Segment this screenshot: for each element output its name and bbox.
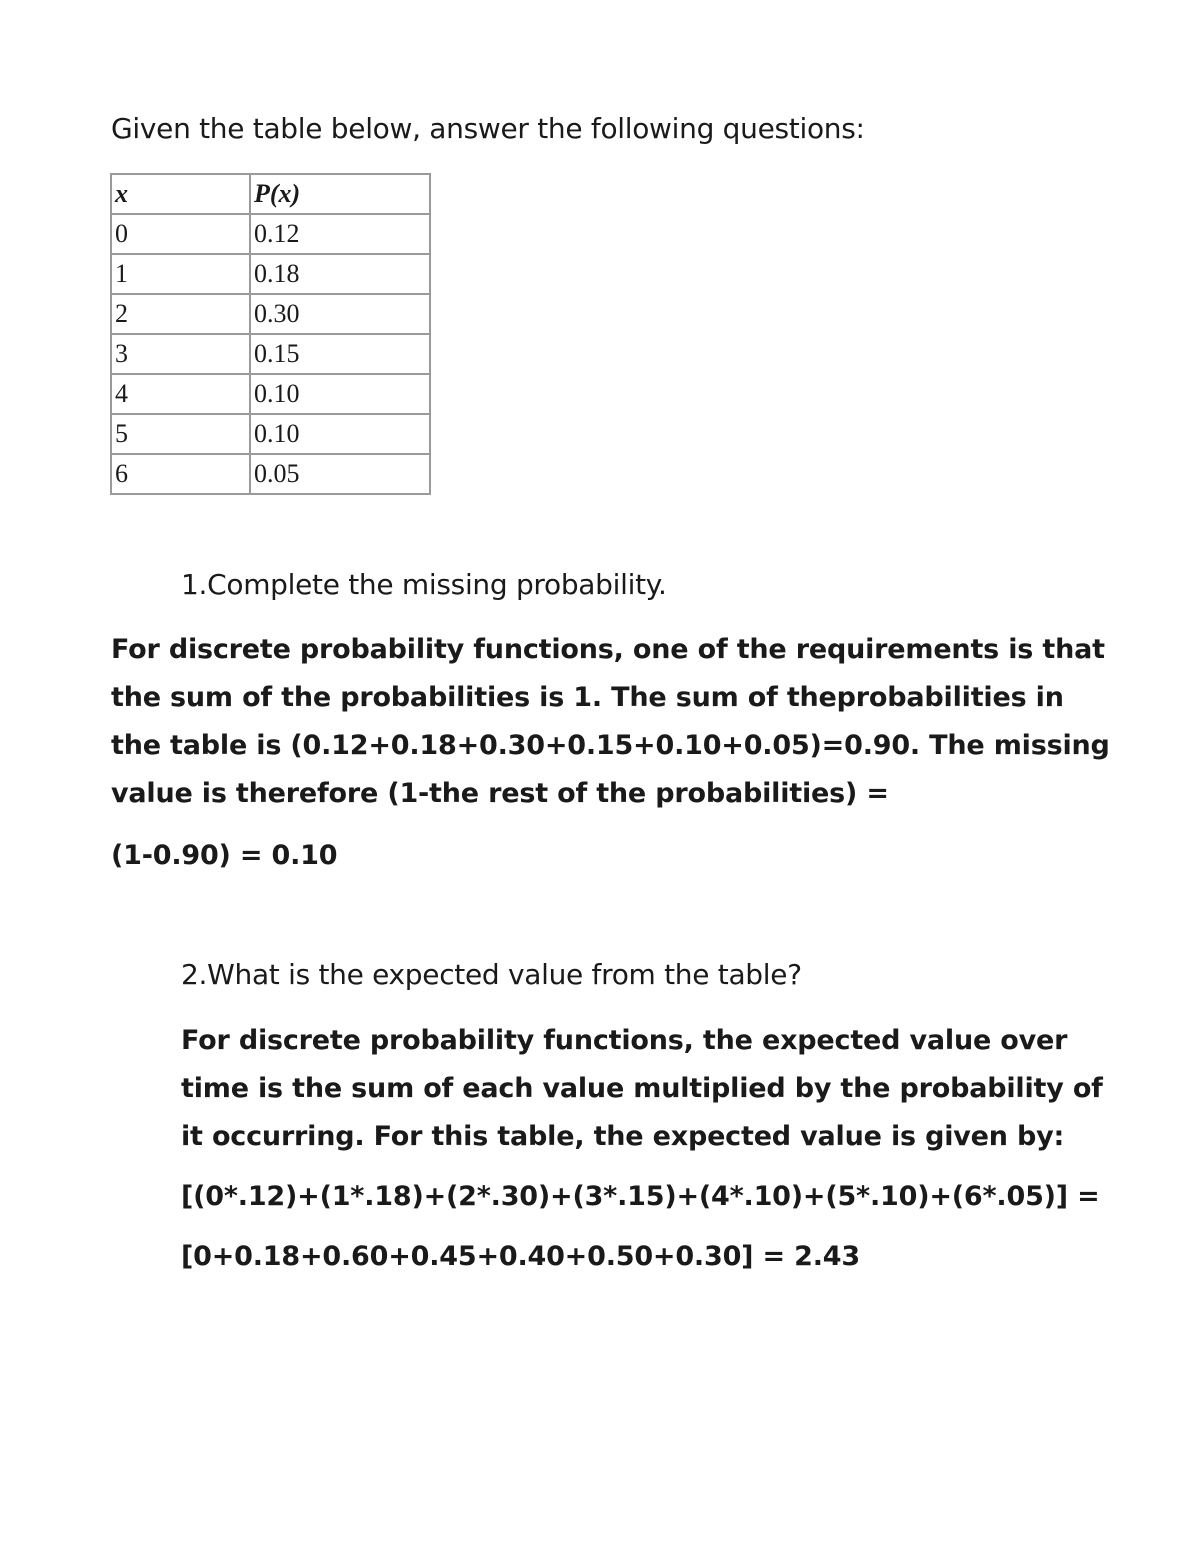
cell-px: 0.10 [250, 414, 430, 454]
answer-1-line: value is therefore (1-the rest of the probabilities) = [111, 778, 889, 809]
cell-x: 6 [111, 454, 250, 494]
cell-px: 0.18 [250, 254, 430, 294]
table-row [111, 294, 430, 334]
table-header-row [111, 174, 430, 214]
table-row [111, 454, 430, 494]
answer-2-line: For discrete probability functions, the expected value over [181, 1025, 1068, 1056]
cell-x: 4 [111, 374, 250, 414]
answer-2-result: [0+0.18+0.60+0.45+0.40+0.50+0.30] = 2.43 [181, 1241, 860, 1272]
cell-px: 0.30 [250, 294, 430, 334]
answer-1 [111, 626, 1110, 880]
cell-px: 0.15 [250, 334, 430, 374]
question-1: 1.Complete the missing probability. [181, 568, 667, 601]
answer-2-line: time is the sum of each value multiplied by the probability of [181, 1073, 1103, 1104]
answer-1-line: For discrete probability functions, one of the requirements is that [111, 634, 1105, 665]
answer-2 [181, 1017, 1103, 1281]
answer-1-line: the table is (0.12+0.18+0.30+0.15+0.10+0.05)=0.90. The missing [111, 730, 1110, 761]
answer-1-line: the sum of the probabilities is 1. The sum of theprobabilities in [111, 682, 1064, 713]
question-2: 2.What is the expected value from the table? [181, 958, 802, 991]
answer-2-line: it occurring. For this table, the expected value is given by: [181, 1121, 1065, 1152]
cell-px: 0.05 [250, 454, 430, 494]
probability-table [110, 173, 431, 495]
intro-text: Given the table below, answer the following questions: [111, 112, 865, 145]
cell-x: 2 [111, 294, 250, 334]
cell-x: 0 [111, 214, 250, 254]
table-row [111, 334, 430, 374]
answer-2-formula: [(0*.12)+(1*.18)+(2*.30)+(3*.15)+(4*.10)+(5*.10)+(6*.05)] = [181, 1181, 1100, 1212]
cell-px: 0.10 [250, 374, 430, 414]
cell-x: 1 [111, 254, 250, 294]
header-px: P(x) [250, 174, 430, 214]
cell-px: 0.12 [250, 214, 430, 254]
cell-x: 3 [111, 334, 250, 374]
cell-x: 5 [111, 414, 250, 454]
header-x: x [111, 174, 250, 214]
answer-1-result: (1-0.90) = 0.10 [111, 840, 338, 871]
table-row [111, 254, 430, 294]
table-row [111, 374, 430, 414]
table-row [111, 414, 430, 454]
table-row [111, 214, 430, 254]
